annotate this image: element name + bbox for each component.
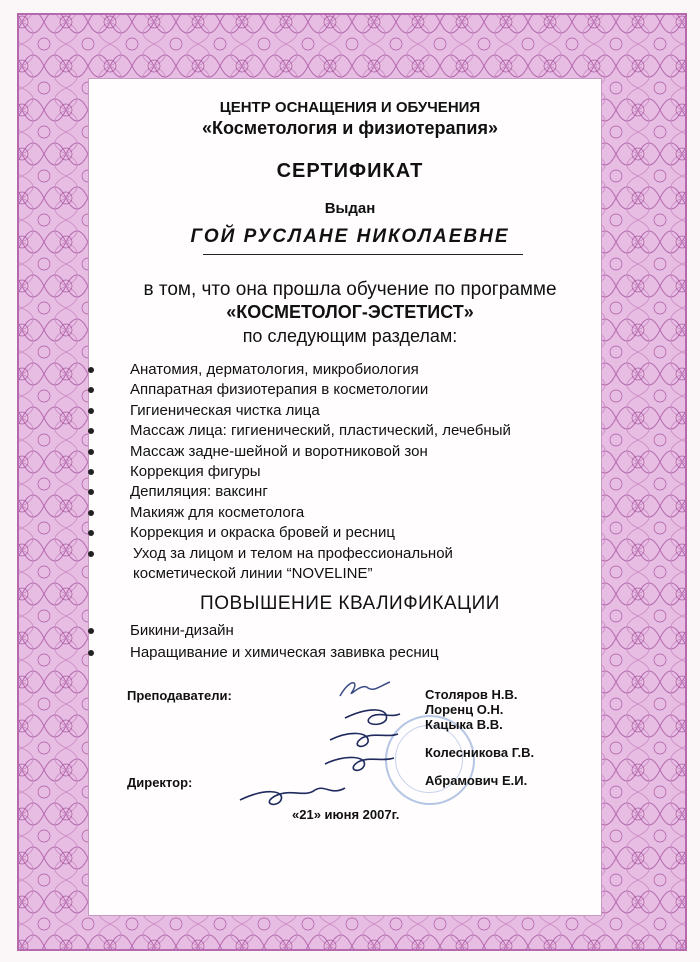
- certificate-title: СЕРТИФИКАТ: [276, 160, 424, 182]
- sections-list: [104, 360, 511, 584]
- sections-intro: по следующим разделам:: [242, 326, 458, 346]
- teacher-name: Столяров Н.В.: [425, 687, 518, 702]
- list-item: Коррекция и окраска бровей и ресниц: [104, 523, 511, 543]
- issue-date: «21» июня 2007г.: [292, 807, 400, 822]
- list-item: Анатомия, дерматология, микробиология: [104, 360, 511, 380]
- list-item: Массаж лица: гигиенический, пластический, лечебный: [104, 421, 511, 441]
- bullet-icon: [88, 650, 94, 656]
- intro-text: в том, что она прошла обучение по программе: [143, 279, 557, 300]
- bullet-icon: [88, 469, 94, 475]
- bullet-icon: [88, 628, 94, 634]
- recipient-underline: [203, 254, 523, 255]
- director-label: Директор:: [127, 775, 193, 790]
- advanced-training-title: ПОВЫШЕНИЕ КВАЛИФИКАЦИИ: [200, 593, 500, 614]
- organization-line-2: «Косметология и физиотерапия»: [202, 118, 498, 138]
- teacher-name: Колесникова Г.В.: [425, 745, 535, 760]
- list-item: Макияж для косметолога: [104, 503, 511, 523]
- bullet-icon: [88, 449, 94, 455]
- director-name: Абрамович Е.И.: [425, 773, 528, 788]
- list-item: Коррекция фигуры: [104, 462, 511, 482]
- bullet-icon: [88, 367, 94, 373]
- teacher-name: Лоренц О.Н.: [425, 702, 504, 717]
- list-item: Депиляция: ваксинг: [104, 482, 511, 502]
- teachers-label: Преподаватели:: [127, 688, 232, 703]
- list-item: Уход за лицом и телом на профессиональной: [104, 544, 511, 564]
- list-item: Бикини-дизайн: [104, 620, 439, 642]
- bullet-icon: [88, 551, 94, 557]
- organization-line-1: ЦЕНТР ОСНАЩЕНИЯ И ОБУЧЕНИЯ: [219, 99, 481, 116]
- teacher-name: Кацыка В.В.: [425, 717, 503, 732]
- recipient-name: ГОЙ РУСЛАНЕ НИКОЛАЕВНЕ: [190, 226, 510, 247]
- list-item: Наращивание и химическая завивка ресниц: [104, 642, 439, 664]
- bullet-icon: [88, 408, 94, 414]
- list-item: Гигиеническая чистка лица: [104, 401, 511, 421]
- advanced-list: [104, 620, 439, 664]
- issued-label: Выдан: [324, 200, 376, 217]
- list-item-continuation: косметической линии “NOVELINE”: [133, 564, 373, 582]
- program-name: «КОСМЕТОЛОГ-ЭСТЕТИСТ»: [226, 302, 474, 322]
- list-item: Массаж задне-шейной и воротниковой зон: [104, 442, 511, 462]
- list-item: Аппаратная физиотерапия в косметологии: [104, 380, 511, 400]
- bullet-icon: [88, 510, 94, 516]
